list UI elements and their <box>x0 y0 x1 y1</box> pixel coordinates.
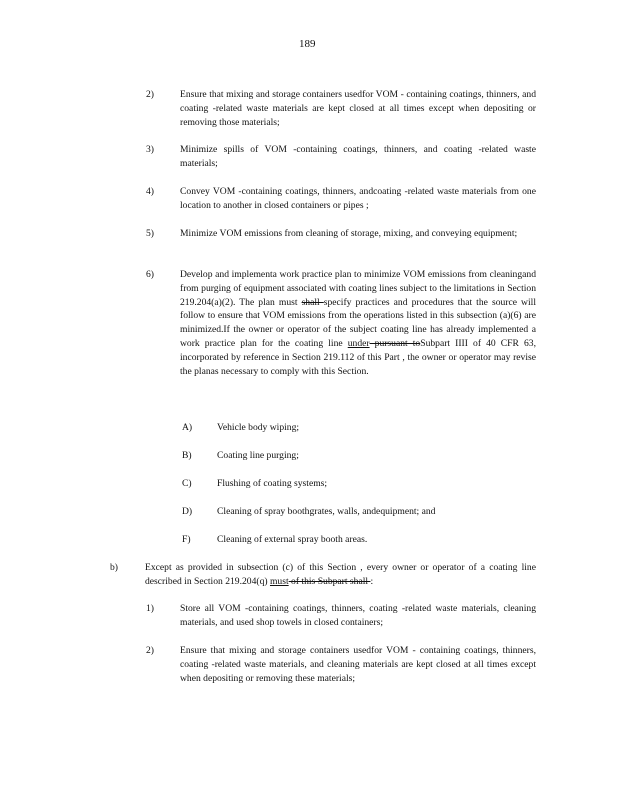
item-number: 3) <box>146 144 154 155</box>
item-text: Cleaning of spray boothgrates, walls, andequipment; and <box>217 506 436 517</box>
item-letter: F) <box>182 534 191 545</box>
item-number: 4) <box>146 186 154 197</box>
item-text: Minimize spills of VOM -containing coatings, thinners, and coating -related waste materials; <box>180 144 536 169</box>
item-letter: C) <box>182 478 192 489</box>
item-number: 2) <box>146 89 154 100</box>
item-text: Ensure that mixing and storage containers usedfor VOM - containing coatings, thinners, and coating -related waste materials are kept closed at all times except when depositing or removing those materials; <box>180 89 536 128</box>
struck-text: of this Subpart shall <box>288 575 371 587</box>
item-number: 6) <box>146 269 154 280</box>
item-letter: A) <box>182 422 193 433</box>
item-text: Cleaning of external spray booth areas. <box>217 534 368 545</box>
underlined-text: must <box>269 575 289 587</box>
item-letter: D) <box>182 506 193 517</box>
page-number: 189 <box>299 38 316 50</box>
item-text: Store all VOM -containing coatings, thinners, coating -related waste materials, cleaning materials, and used shop towels in closed containers; <box>180 603 536 628</box>
struck-text: shall <box>301 296 324 308</box>
item-text: Develop and implementa work practice plan to minimize VOM emissions from cleaningand from purging of equipment associated with coating lines subject to the limitations in Section 219.204(a)(2). The plan must shall specify practices and procedures that the source will follow to ensure that VOM emissions from the operations listed in this subsection (a)(6) are minimized.If the owner or operator of the subject coating line has already implemented a work practice plan for the coating line under pursuant toSubpart IIII of 40 CFR 63, incorporated by reference in Section 219.112 of this Part , the owner or operator may revise the planas necessary to comply with this Section. <box>180 269 536 377</box>
item-text: Vehicle body wiping; <box>217 422 300 433</box>
item-letter: b) <box>110 562 118 573</box>
item-number: 1) <box>146 603 154 614</box>
item-letter: B) <box>182 450 192 461</box>
item-number: 5) <box>146 228 154 239</box>
item-text: Ensure that mixing and storage containers usedfor VOM - containing coatings, thinners, coating -related waste materials, and cleaning materials are kept closed at all times except when depositing or removing these materials; <box>180 645 536 684</box>
item-text: Convey VOM -containing coatings, thinners, andcoating -related waste materials from one location to another in closed containers or pipes ; <box>180 186 536 211</box>
struck-text: pursuant to <box>369 337 421 349</box>
item-text: Coating line purging; <box>217 450 299 461</box>
underlined-text: under <box>347 337 370 349</box>
item-text: Except as provided in subsection (c) of this Section , every owner or operator of a coating line described in Section 219.204(q) must of this Subpart shall : <box>145 562 536 587</box>
item-text: Minimize VOM emissions from cleaning of storage, mixing, and conveying equipment; <box>180 228 518 239</box>
item-text: Flushing of coating systems; <box>217 478 328 489</box>
item-number: 2) <box>146 645 154 656</box>
